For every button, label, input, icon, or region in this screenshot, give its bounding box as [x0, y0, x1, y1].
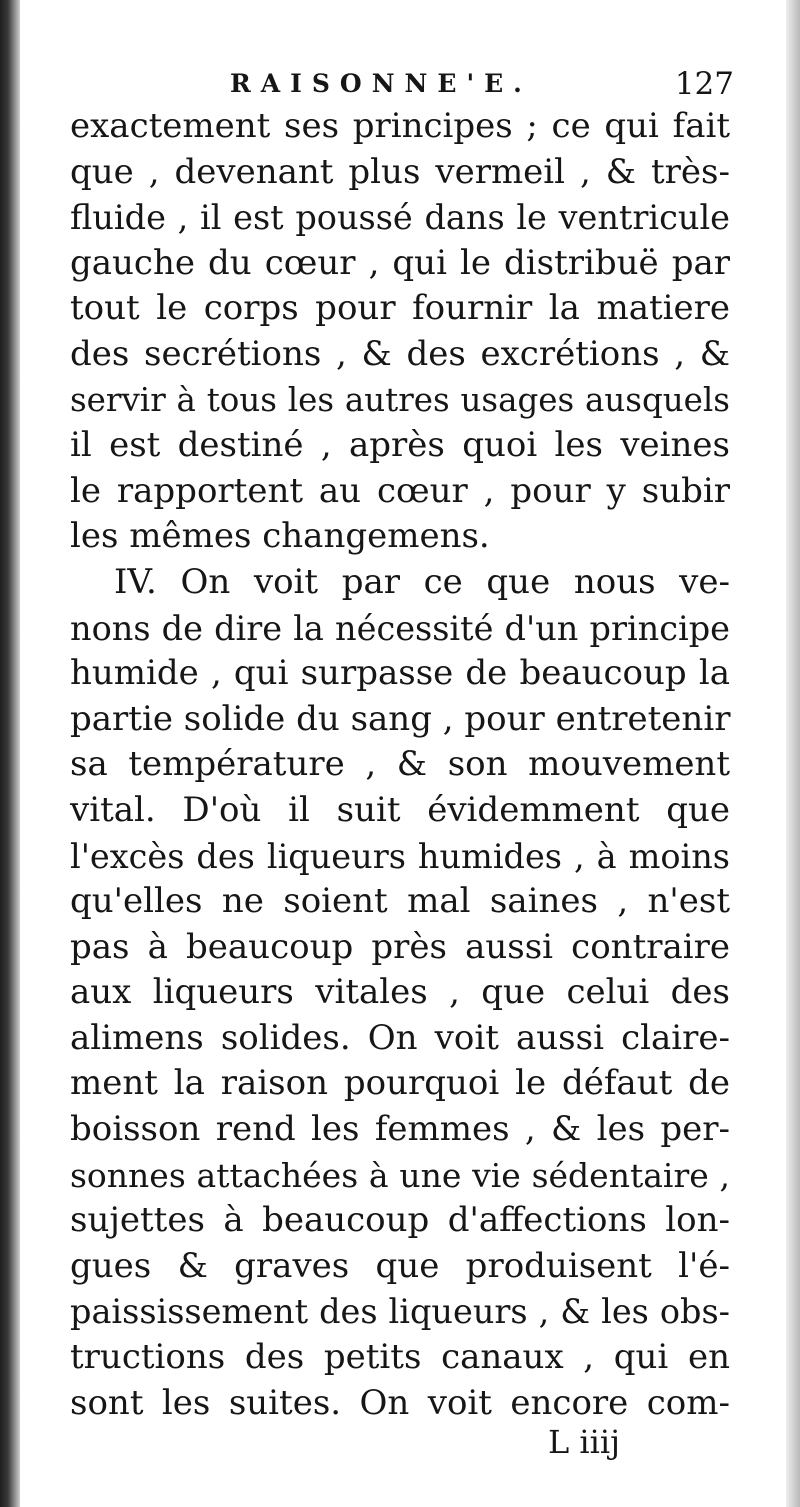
page-header	[230, 64, 740, 104]
text-line: gues & graves que produisent l'é-	[70, 1245, 730, 1286]
text-line: l'excès des liqueurs humides , à moins	[70, 836, 730, 876]
text-line: aux liqueurs vitales , que celui des	[70, 972, 730, 1013]
signature-mark: L iiij	[548, 1423, 621, 1461]
page-edge	[786, 0, 800, 1507]
text-line: servir à tous les autres usages ausquels	[70, 380, 730, 419]
running-title: RAISONNE'E.	[230, 69, 532, 98]
text-line: que , devenant plus vermeil , & très-	[70, 151, 730, 192]
text-line: partie solide du sang , pour entretenir	[70, 698, 731, 739]
text-line: boisson rend les femmes , & les per-	[70, 1109, 730, 1150]
text-line: gauche du cœur , qui le distribuë par	[70, 242, 730, 283]
text-line: nons de dire la nécessité d'un principe	[70, 608, 730, 648]
text-line: pas à beaucoup près aussi contraire	[70, 926, 730, 967]
body-text	[70, 104, 730, 1426]
text-line: fluide , il est poussé dans le ventricule	[70, 198, 730, 238]
text-line: tructions des petits canaux , qui en	[70, 1337, 730, 1378]
page-footer	[0, 1420, 800, 1464]
text-line: humide , qui surpasse de beaucoup la	[70, 653, 730, 694]
paragraph-end-line: les mêmes changemens.	[70, 516, 490, 557]
text-line: alimens solides. On voit aussi claire-	[70, 1017, 730, 1058]
text-line: sonnes attachées à une vie sédentaire ,	[70, 1155, 730, 1195]
text-line: sujettes à beaucoup d'affections lon-	[70, 1200, 730, 1241]
text-line: des secrétions , & des excrétions , &	[70, 333, 730, 374]
text-line: exactement ses principes ; ce qui fait	[70, 106, 730, 146]
page-gutter-shadow	[0, 0, 20, 1507]
text-line: le rapportent au cœur , pour y subir	[70, 470, 730, 511]
page-number: 127	[674, 66, 734, 102]
text-line: qu'elles ne soient mal saines , n'est	[70, 881, 730, 922]
text-line: paississement des liqueurs , & les obs-	[70, 1292, 730, 1332]
text-line: sa température , & son mouvement	[70, 744, 730, 785]
text-line: sont les suites. On voit encore com-	[70, 1382, 730, 1423]
section-iv-first-line: IV. On voit par ce que nous ve-	[114, 561, 730, 602]
text-line: il est destiné , après quoi les veines	[70, 425, 730, 466]
text-line: vital. D'où il suit évidemment que	[70, 789, 730, 830]
text-line: ment la raison pourquoi le défaut de	[70, 1063, 730, 1104]
text-line: tout le corps pour fournir la matiere	[70, 288, 730, 329]
